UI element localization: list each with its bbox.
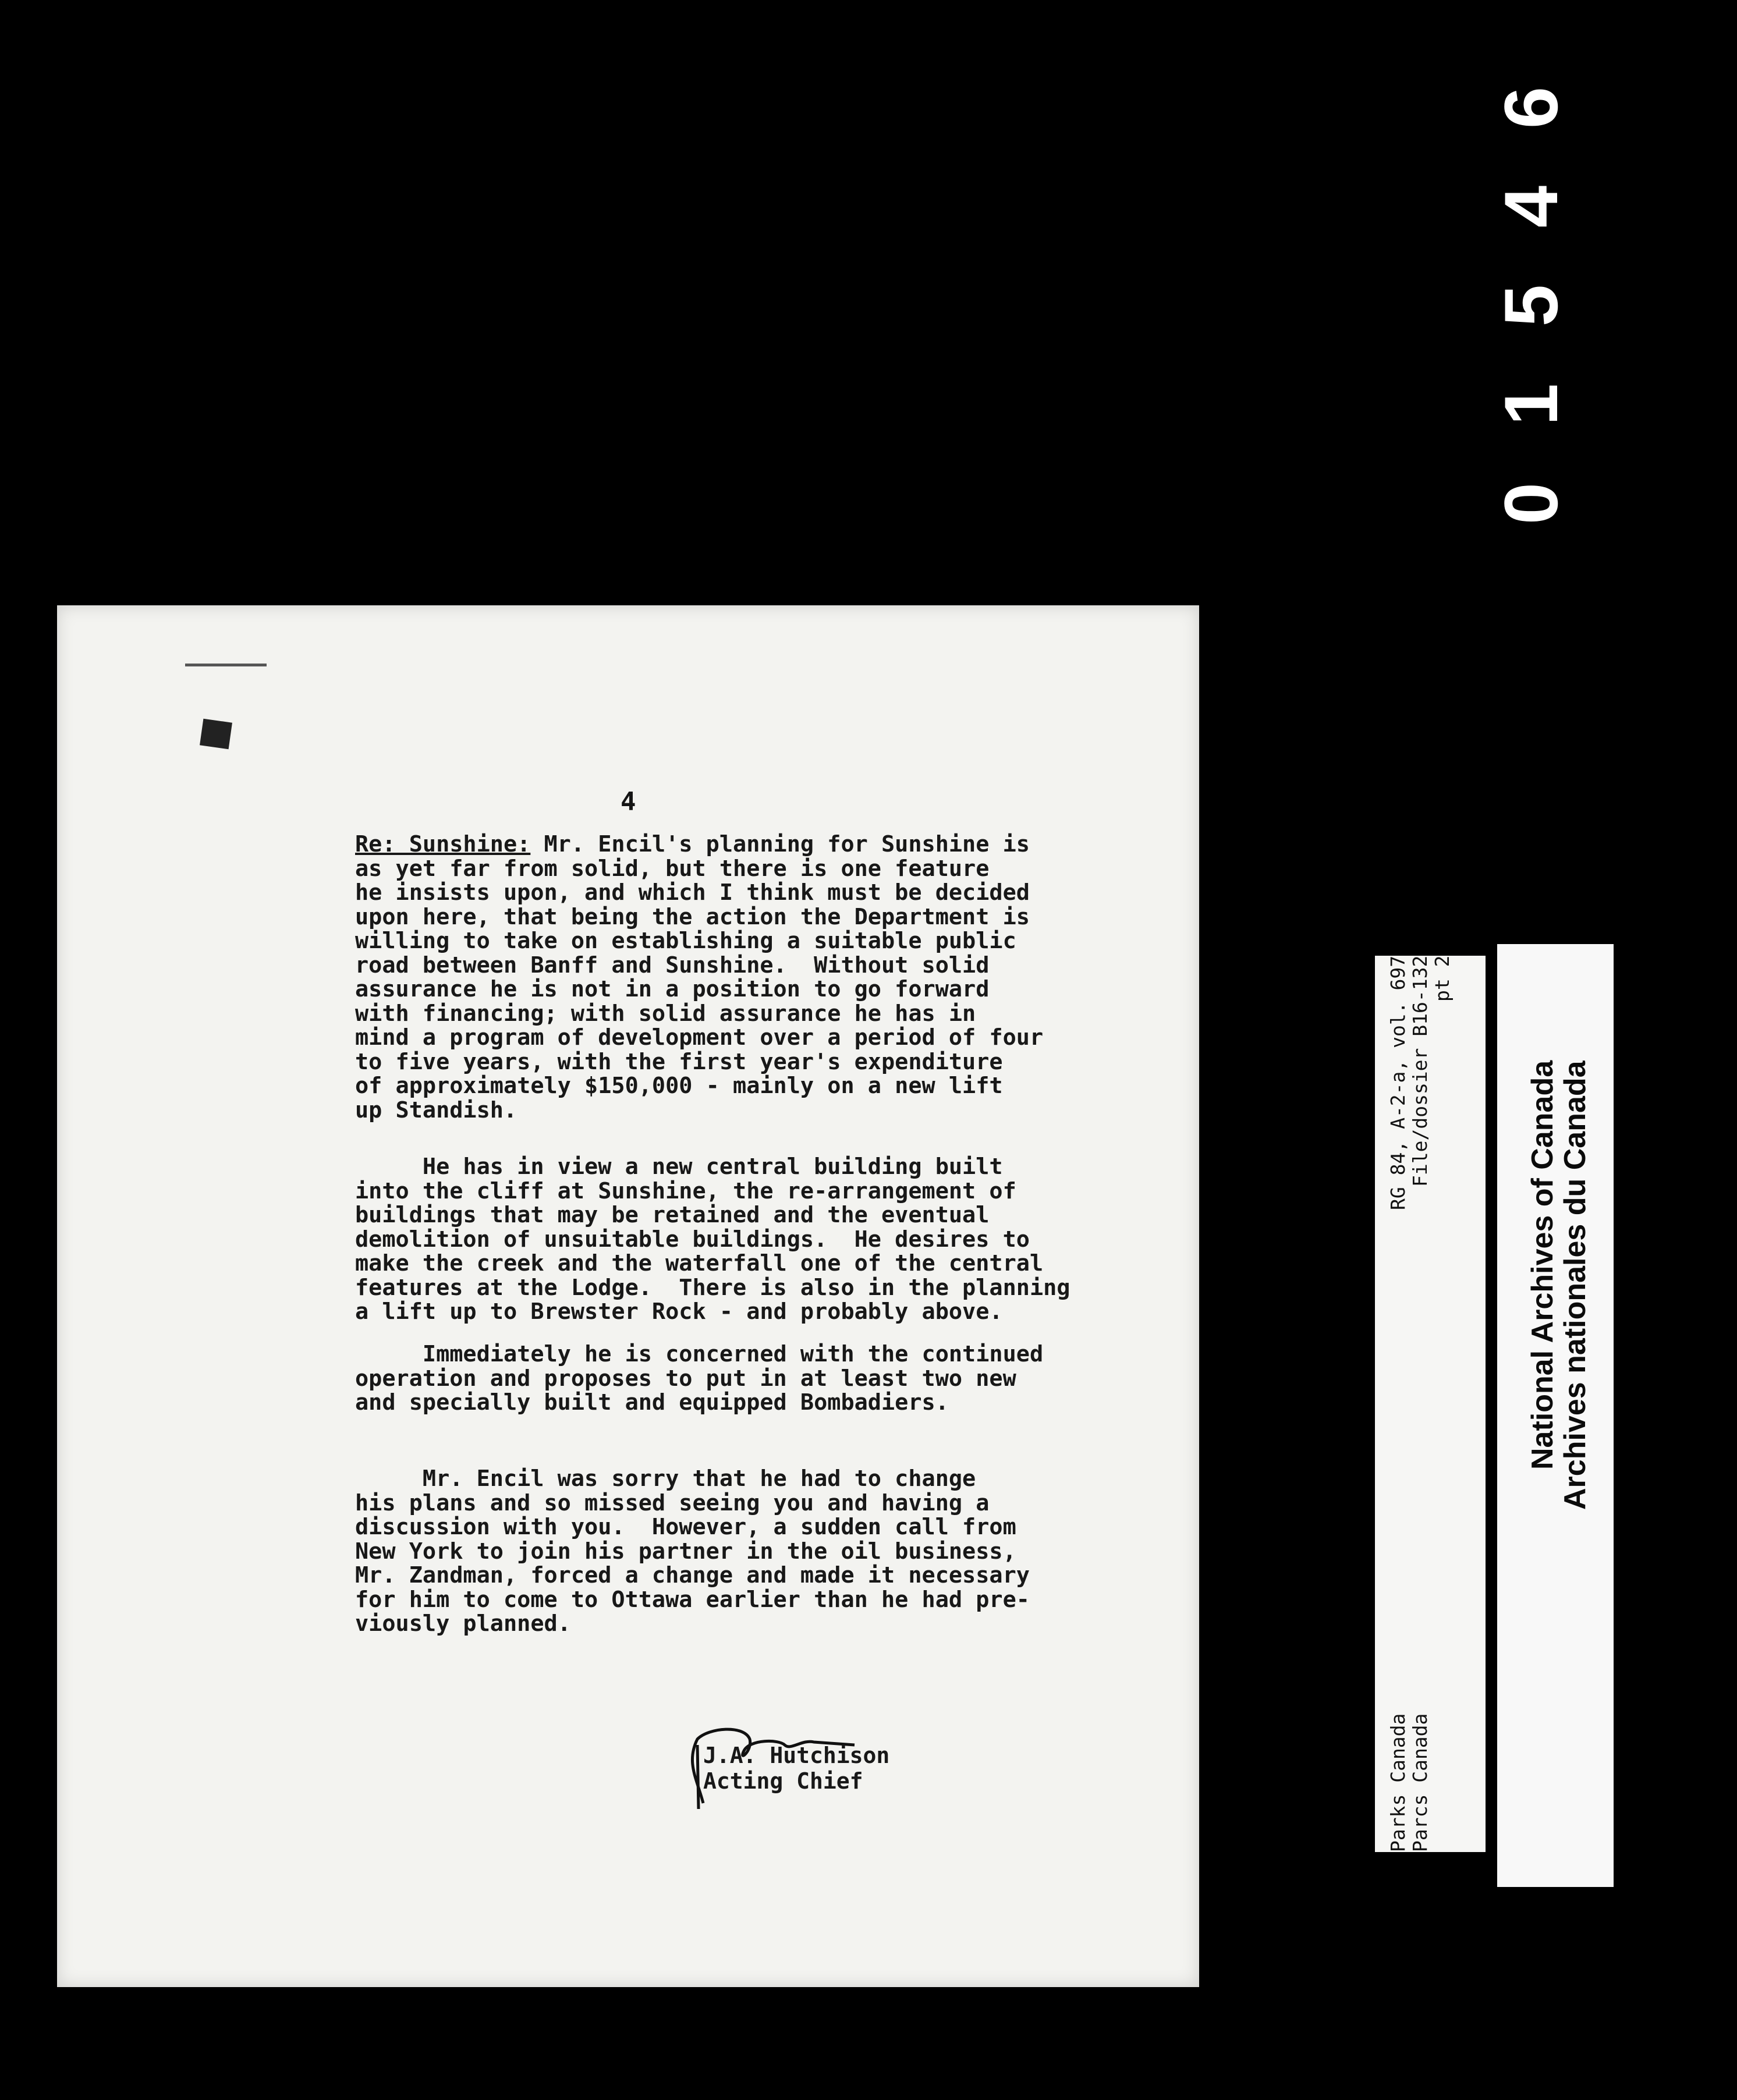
letter-page <box>57 605 1199 1987</box>
archives-name: National Archives of Canada <box>1526 1060 1559 1470</box>
paragraph-bombadiers: Immediately he is concerned with the continued operation and proposes to put in at least two new and specially built and equipped Bombadiers. <box>355 1341 1044 1416</box>
signature-block <box>662 1727 1012 1821</box>
frame-digit: 0 <box>1488 482 1573 525</box>
reference-line: RG 84, A-2-a, vol. 697 <box>1387 956 1409 1211</box>
page-number: 4 <box>621 787 636 817</box>
archives-name: Archives nationales du Canada <box>1558 1060 1592 1510</box>
ink-blot <box>200 719 232 750</box>
archives-name-label <box>1497 944 1614 1887</box>
frame-digit: 4 <box>1488 185 1573 228</box>
frame-digit: 5 <box>1488 284 1573 327</box>
signatory-title: Acting Chief <box>703 1768 863 1794</box>
ink-mark <box>185 664 267 666</box>
reference-line: pt 2 <box>1431 956 1454 1002</box>
org-name: Parks Canada <box>1387 1713 1409 1852</box>
paragraph-mr-encil: Mr. Encil was sorry that he had to change his plans and so missed seeing you and having a discussion with you. However, a sudden call from New York to join his partner in the oil business, Mr. Zandman, forced a change and made it necessary for him to come to Ottawa earlier than he had pre- viously planned. <box>355 1466 1030 1637</box>
signatory-name: J.A. Hutchison <box>703 1743 890 1768</box>
paragraph-body: as yet far from solid, but there is one feature he insists upon, and which I think must be decided upon here, that being the action the Department is willing to take on establishing a suitable public road between Banff and Sunshine. Without solid assurance he is not in a position to go forward with financing; with solid assurance he has in mind a program of development over a period of four to five years, with the first year's expenditure of approximately $150,000 - mainly on a new lift up Standish. <box>355 855 1044 1123</box>
frame-digit: 1 <box>1488 383 1573 426</box>
frame-digit: 6 <box>1488 86 1573 129</box>
frame-number <box>1479 35 1583 547</box>
archive-reference-label <box>1375 956 1486 1852</box>
paragraph-heading: Re: Sunshine: <box>355 831 531 857</box>
paragraph-sunshine <box>355 832 1240 1122</box>
paragraph-first-line: Mr. Encil's planning for Sunshine is <box>530 831 1030 857</box>
reference-line: File/dossier B16-132 <box>1409 956 1431 1187</box>
org-name: Parcs Canada <box>1409 1713 1431 1852</box>
paragraph-central-building: He has in view a new central building built into the cliff at Sunshine, the re-arrangement of buildings that may be retained and the eventual demolition of unsuitable buildings. He desires to make the creek and the waterfall one of the central features at the Lodge. There is also in the planning a lift up to Brewster Rock - and probably above. <box>355 1154 1070 1325</box>
